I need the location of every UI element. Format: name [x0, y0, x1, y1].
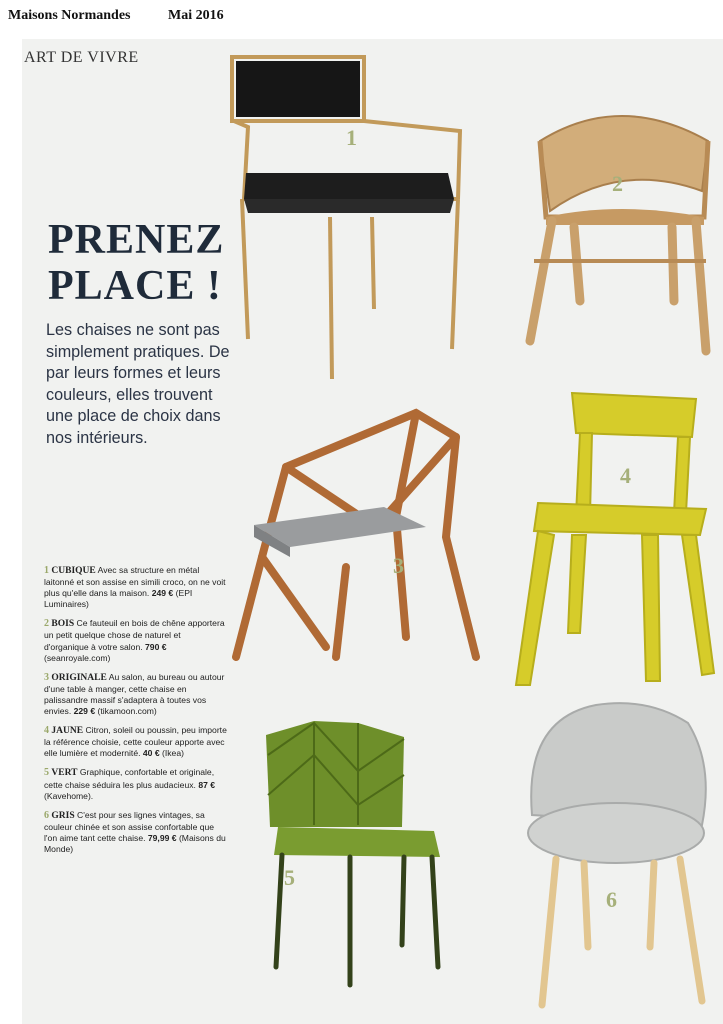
item-source: (Maisons du Monde): [44, 832, 226, 854]
intro-paragraph: Les chaises ne sont pas simplement pratiques. De par leurs formes et leurs couleurs, elles trouvent une place de choix dans nos intérieurs.: [46, 321, 230, 447]
item-source: (Kavehome).: [44, 790, 94, 801]
title-line-2: PLACE !: [48, 263, 222, 309]
chair-number-1: 1: [346, 125, 357, 150]
item-price: 249 €: [151, 588, 174, 599]
item-text: Ce fauteuil en bois de chêne apportera un petit quelque chose de naturel et d'organique à votre salon.: [44, 618, 225, 652]
list-item: [44, 565, 227, 610]
item-text: Citron, soleil ou poussin, peu importe la référence choisie, cette couleur apporte avec elle lumière et modernité.: [44, 725, 227, 759]
chair-number-4: 4: [620, 463, 631, 488]
item-keyword: VERT: [51, 768, 78, 779]
page-title: [48, 217, 224, 309]
chair-number-3: 3: [393, 553, 404, 578]
chair-4-image: [510, 385, 720, 695]
item-price: 790 €: [145, 641, 167, 652]
publication-name: Maisons Normandes: [8, 8, 131, 23]
item-price: 79,99 €: [147, 832, 177, 843]
item-text: Avec sa structure en métal laitonné et son assise en simili croco, on ne voit plus qu'elle dans la maison.: [44, 565, 226, 599]
item-source: (seanroyale.com): [44, 652, 111, 663]
item-keyword: ORIGINALE: [51, 672, 107, 683]
item-number: 4: [44, 725, 49, 737]
item-source: (tikamoon.com): [95, 706, 157, 717]
item-source: (Ikea): [159, 748, 184, 759]
title-line-1: PRENEZ: [48, 217, 225, 263]
chair-3-image: [226, 407, 486, 667]
chair-number-5: 5: [284, 865, 295, 890]
item-price: 40 €: [142, 748, 160, 759]
section-label: ART DE VIVRE: [24, 49, 139, 66]
item-price: 87 €: [198, 779, 216, 790]
item-price: 229 €: [73, 706, 96, 717]
list-item: [44, 767, 227, 801]
list-item: [44, 810, 227, 855]
list-item: [44, 672, 227, 717]
issue-date: Mai 2016: [168, 8, 224, 23]
chair-descriptions: [44, 565, 227, 863]
item-keyword: GRIS: [51, 810, 75, 821]
item-number: 3: [44, 671, 49, 683]
item-number: 1: [44, 565, 49, 576]
chair-6-image: [516, 695, 716, 1015]
list-item: [44, 618, 227, 663]
item-keyword: JAUNE: [51, 726, 84, 737]
chair-number-2: 2: [612, 171, 623, 196]
item-text: Graphique, confortable et originale, cette chaise séduira les plus audacieux.: [44, 767, 215, 790]
chair-5-image: [254, 715, 454, 995]
chair-2-image: [520, 101, 720, 361]
item-keyword: CUBIQUE: [51, 566, 96, 576]
item-number: 2: [44, 618, 49, 630]
item-source: (EPI Luminaires): [44, 588, 193, 610]
item-number: 6: [44, 809, 49, 821]
list-item: [44, 725, 227, 759]
chair-1-image: [222, 49, 472, 389]
chair-number-6: 6: [606, 887, 617, 912]
item-keyword: BOIS: [51, 619, 75, 630]
item-text: Au salon, au bureau ou autour d'une table à manger, cette chaise en palissandre massif s'adaptera à toutes vos envies.: [44, 671, 225, 717]
magazine-page: [22, 39, 723, 1024]
item-number: 5: [44, 767, 49, 779]
item-text: C'est pour ses lignes vintages, sa couleur chinée et son assise confortable que l'on aime tant cette chaise.: [44, 809, 215, 843]
